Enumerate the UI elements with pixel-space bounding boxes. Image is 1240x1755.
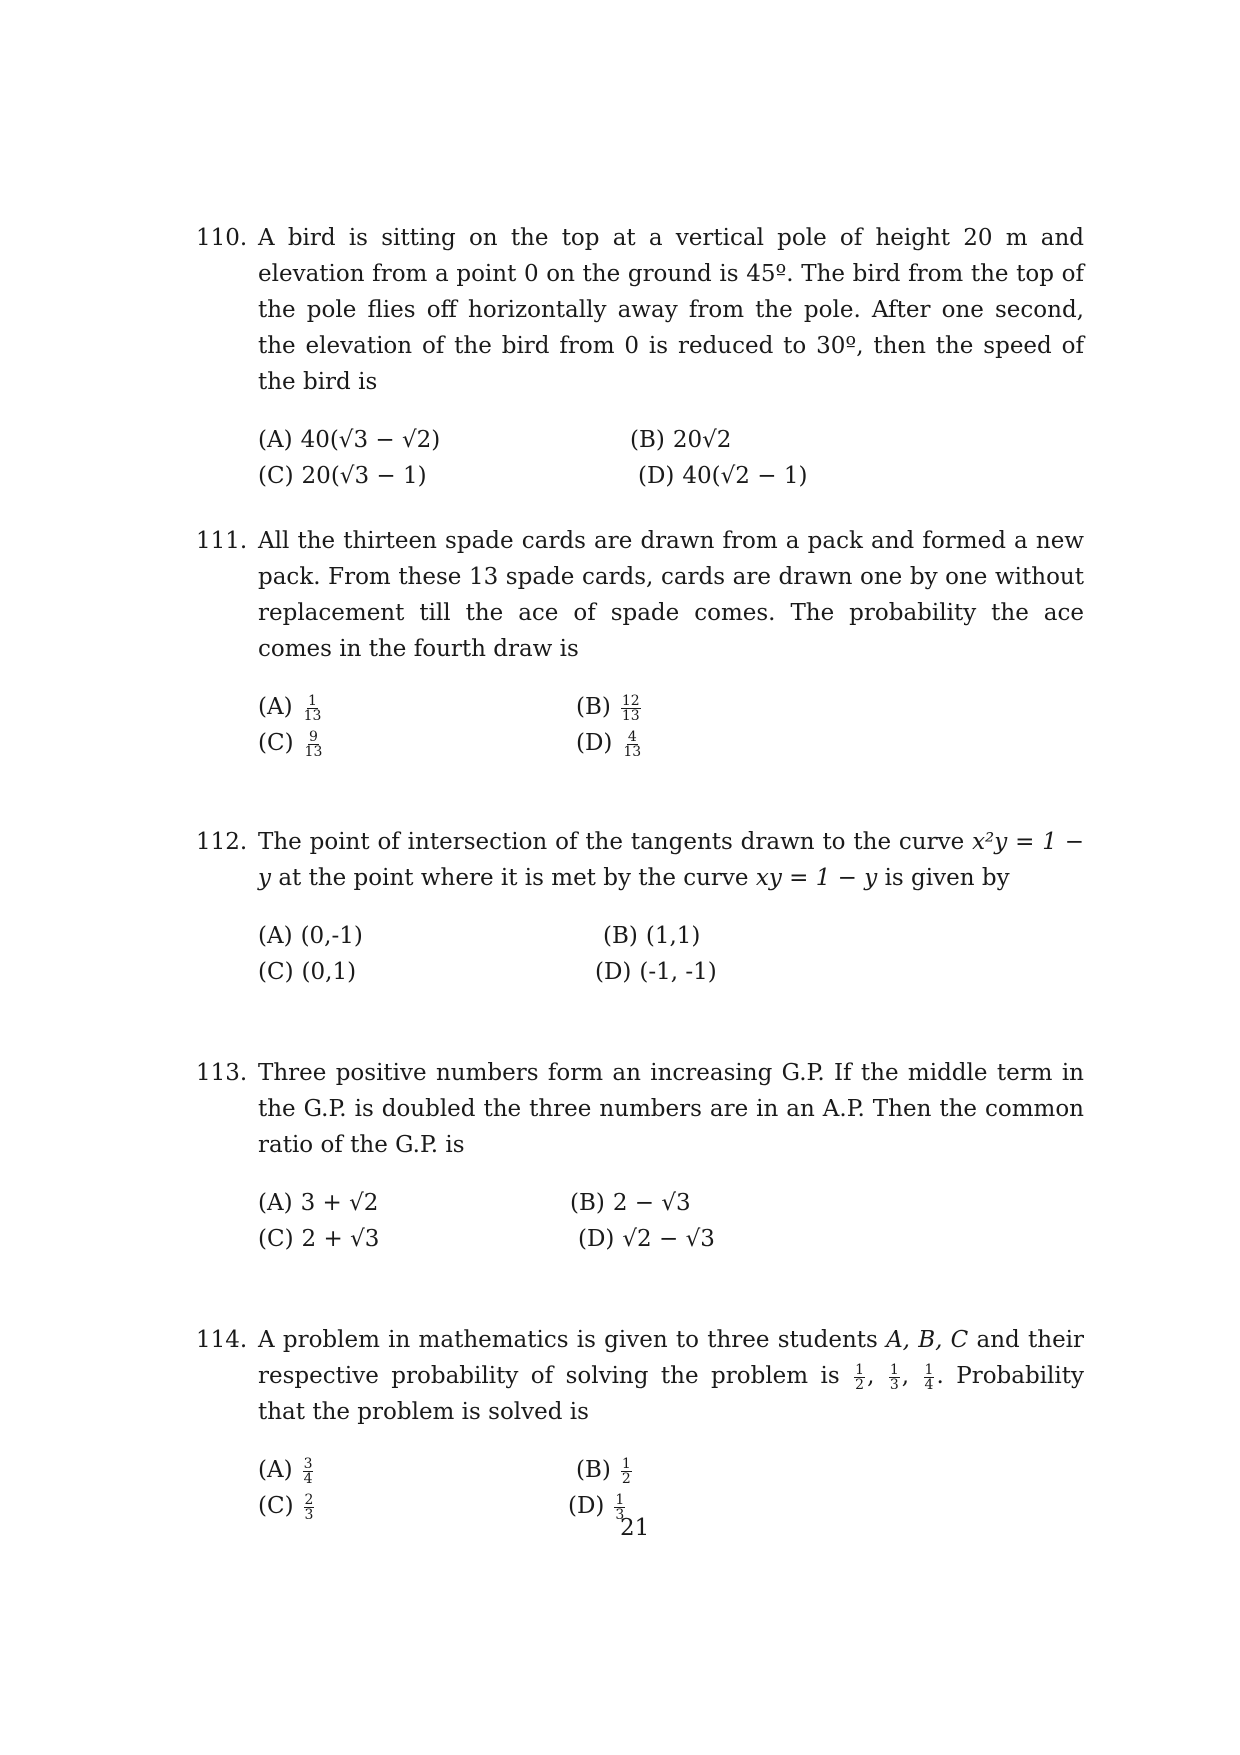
option-label: (D) bbox=[638, 463, 675, 489]
denominator: 4 bbox=[303, 1470, 313, 1487]
denominator: 3 bbox=[615, 1506, 625, 1523]
option-b[interactable] bbox=[576, 689, 643, 725]
option-a[interactable] bbox=[258, 422, 440, 458]
numerator: 1 bbox=[924, 1361, 934, 1378]
question-112 bbox=[196, 824, 1084, 992]
option-value: 20√2 bbox=[672, 427, 732, 453]
option-fraction bbox=[622, 730, 642, 759]
question-text-part: A problem in mathematics is given to three students bbox=[258, 1327, 878, 1353]
option-a[interactable] bbox=[258, 1452, 315, 1488]
option-value: 3 + √2 bbox=[300, 1190, 379, 1216]
option-fraction bbox=[304, 1493, 315, 1522]
denominator: 2 bbox=[855, 1376, 865, 1393]
option-d[interactable] bbox=[576, 725, 644, 761]
denominator: 4 bbox=[924, 1376, 934, 1393]
question-text: All the thirteen spade cards are drawn from a pack and formed a new pack. From these 13 spade cards, cards are drawn one by one without replacement till the ace of spade comes. The probability the ace comes in the fourth draw is bbox=[258, 528, 1084, 662]
option-label: (D) bbox=[578, 1226, 615, 1252]
option-label: (C) bbox=[258, 1493, 294, 1519]
question-number: 110. bbox=[196, 225, 248, 251]
denominator: 3 bbox=[889, 1376, 899, 1393]
option-value: (0,-1) bbox=[300, 923, 363, 949]
option-a[interactable] bbox=[258, 918, 363, 954]
option-b[interactable] bbox=[570, 1185, 691, 1221]
question-text bbox=[258, 824, 1084, 896]
probability-fraction bbox=[854, 1363, 865, 1392]
curve-equation: x²y = 1 − y bbox=[258, 829, 1085, 891]
option-value: (1,1) bbox=[645, 923, 701, 949]
denominator: 2 bbox=[621, 1470, 631, 1487]
question-text-part: at the point where it is met by the curve bbox=[278, 865, 749, 891]
option-label: (D) bbox=[576, 730, 613, 756]
option-b[interactable] bbox=[576, 1452, 634, 1488]
option-label: (A) bbox=[258, 923, 293, 949]
options bbox=[258, 1185, 1084, 1259]
question-number: 111. bbox=[196, 528, 248, 554]
option-c[interactable] bbox=[258, 1221, 379, 1257]
option-value: 20(√3 − 1) bbox=[301, 463, 427, 489]
option-value: (0,1) bbox=[301, 959, 357, 985]
options bbox=[258, 918, 1084, 992]
question-text-part: Probability that the problem is solved is bbox=[258, 1363, 1084, 1425]
question-number: 113. bbox=[196, 1060, 248, 1086]
numerator: 4 bbox=[627, 728, 637, 745]
denominator: 13 bbox=[304, 743, 323, 760]
option-fraction bbox=[621, 1457, 632, 1486]
option-value: (-1, -1) bbox=[639, 959, 717, 985]
numerator: 12 bbox=[621, 692, 640, 709]
question-114 bbox=[196, 1322, 1084, 1526]
option-label: (D) bbox=[595, 959, 632, 985]
option-label: (C) bbox=[258, 1226, 294, 1252]
option-b[interactable] bbox=[603, 918, 700, 954]
question-113 bbox=[196, 1055, 1084, 1259]
option-label: (A) bbox=[258, 427, 293, 453]
numerator: 3 bbox=[303, 1455, 313, 1472]
option-label: (B) bbox=[603, 923, 638, 949]
option-fraction bbox=[303, 694, 323, 723]
option-value: 2 + √3 bbox=[301, 1226, 380, 1252]
option-label: (A) bbox=[258, 694, 293, 720]
option-value: √2 − √3 bbox=[622, 1226, 715, 1252]
question-text-part: and their respective probability of solving the problem is bbox=[258, 1327, 1085, 1389]
numerator: 1 bbox=[308, 692, 317, 709]
option-label: (C) bbox=[258, 959, 294, 985]
numerator: 9 bbox=[309, 728, 318, 745]
option-c[interactable] bbox=[258, 954, 356, 990]
probability-fraction bbox=[924, 1363, 935, 1392]
option-label: (A) bbox=[258, 1457, 293, 1483]
option-value: 40(√2 − 1) bbox=[682, 463, 808, 489]
options bbox=[258, 1452, 1084, 1526]
question-text: A bird is sitting on the top at a vertical pole of height 20 m and elevation from a point 0 on the ground is 45º. The bird from the top of the pole flies off horizontally away from the pole. After one second, the elevation of the bird from 0 is reduced to 30º, then the speed of the bird is bbox=[258, 225, 1084, 395]
numerator: 1 bbox=[621, 1455, 631, 1472]
question-text: A problem in mathematics is given to three students A, B, C and their respective probability of solving the problem is $\frac{1}{2}$ , $\frac{1}{3}$ , $\frac{1}{4}$ . Probability that the problem is solved is bbox=[258, 1327, 1085, 1425]
probability-fraction bbox=[889, 1363, 900, 1392]
question-text-part: is given by bbox=[884, 865, 1010, 891]
option-c[interactable] bbox=[258, 458, 427, 494]
numerator: 1 bbox=[615, 1491, 625, 1508]
option-a[interactable] bbox=[258, 1185, 378, 1221]
option-a[interactable] bbox=[258, 689, 324, 725]
question-text: Three positive numbers form an increasing G.P. If the middle term in the G.P. is doubled the three numbers are in an A.P. Then the common ratio of the G.P. is bbox=[258, 1060, 1084, 1158]
denominator: 13 bbox=[621, 707, 640, 724]
option-b[interactable] bbox=[630, 422, 731, 458]
denominator: 3 bbox=[304, 1506, 314, 1523]
option-value: 2 − √3 bbox=[612, 1190, 691, 1216]
options bbox=[258, 422, 1084, 496]
option-label: (C) bbox=[258, 730, 294, 756]
numerator: 1 bbox=[889, 1361, 899, 1378]
option-label: (B) bbox=[570, 1190, 605, 1216]
option-fraction bbox=[304, 730, 324, 759]
option-fraction bbox=[303, 1457, 314, 1486]
option-d[interactable] bbox=[595, 954, 717, 990]
option-d[interactable] bbox=[568, 1488, 627, 1524]
students: A, B, C bbox=[886, 1327, 969, 1353]
option-d[interactable] bbox=[638, 458, 807, 494]
denominator: 13 bbox=[623, 743, 642, 760]
option-label: (B) bbox=[576, 1457, 611, 1483]
option-label: (D) bbox=[568, 1493, 605, 1519]
curve-equation: xy = 1 − y bbox=[755, 865, 878, 891]
question-number: 114. bbox=[196, 1327, 248, 1353]
numerator: 1 bbox=[855, 1361, 865, 1378]
numerator: 2 bbox=[304, 1491, 314, 1508]
option-c[interactable] bbox=[258, 1488, 316, 1524]
question-110 bbox=[196, 220, 1084, 496]
options bbox=[258, 689, 1084, 763]
question-number: 112. bbox=[196, 829, 248, 855]
question-111 bbox=[196, 523, 1084, 763]
option-fraction bbox=[621, 694, 641, 723]
option-value: 40(√3 − √2) bbox=[300, 427, 441, 453]
option-label: (C) bbox=[258, 463, 294, 489]
denominator: 13 bbox=[303, 707, 322, 724]
option-c[interactable] bbox=[258, 725, 325, 761]
option-label: (B) bbox=[630, 427, 665, 453]
option-label: (A) bbox=[258, 1190, 293, 1216]
option-label: (B) bbox=[576, 694, 611, 720]
question-text-part: The point of intersection of the tangents drawn to the curve bbox=[258, 829, 965, 855]
option-d[interactable] bbox=[578, 1221, 715, 1257]
page-number: 21 bbox=[620, 1515, 650, 1541]
